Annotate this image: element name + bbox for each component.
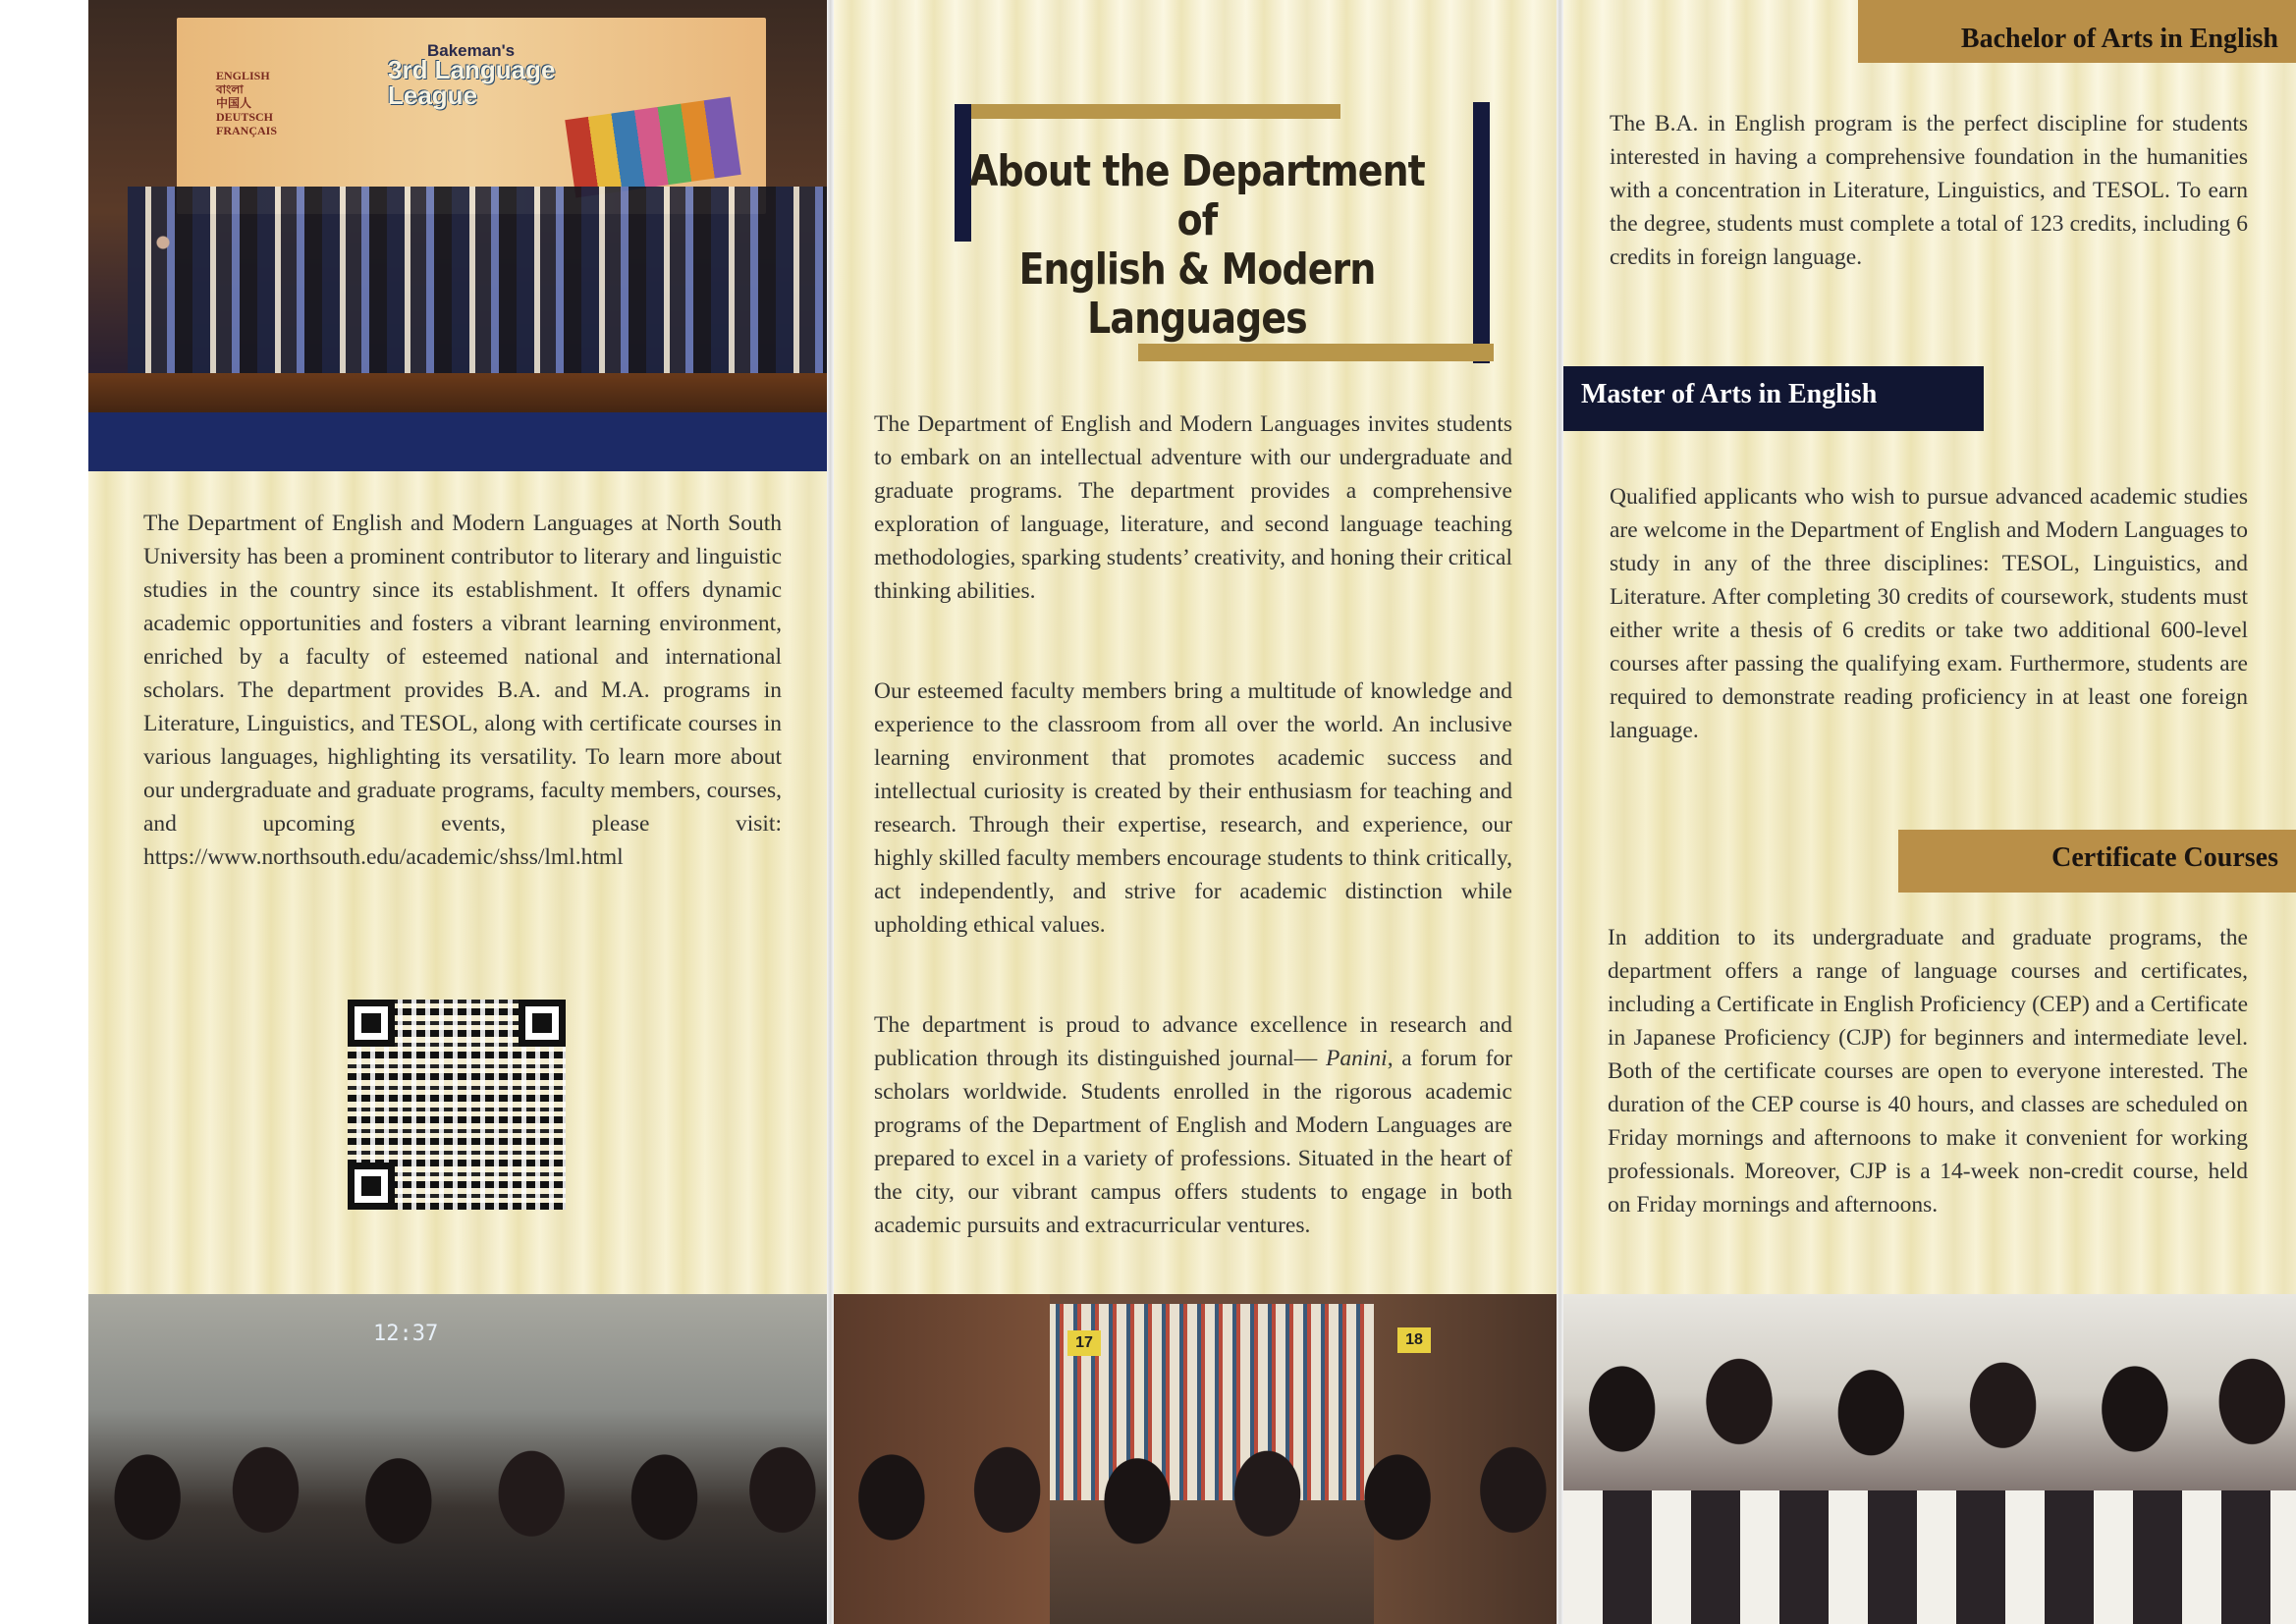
students-silhouettes: [1563, 1353, 2296, 1540]
about-paragraph-3: [874, 1008, 1512, 1242]
ma-paragraph: Qualified applicants who wish to pursue advanced academic studies are welcome in the Department of English and Modern Languages to study in any of the three disciplines: TESOL, Linguistics, and Literature. After completing 30 credits of coursework, students must either write a thesis of 6 credits or take two additional 600-level courses after passing the qualifying exam. Furthermore, students are required to demonstrate reading proficiency in at least one foreign language.: [1610, 484, 2248, 743]
certificate-paragraph: In addition to its undergraduate and graduate programs, the department offers a range of language courses and certificates, including a Certificate in English Proficiency (CEP) and a Certificate in Japanese Proficiency (CJP) for beginners and intermediate level. Both of the certificate courses are open to everyone interested. The duration of the CEP course is 40 hours, and classes are scheduled on Friday mornings and afternoons to make it convenient for working professionals. Moreover, CJP is a 14-week non-credit course, held on Friday mornings and afternoons.: [1608, 925, 2248, 1218]
classroom-photo: [88, 1294, 827, 1624]
group-of-people: [128, 187, 827, 373]
right-panel: [1563, 0, 2296, 1624]
paragraph-text: The department is proud to advance excellence in research and publication through its distinguished journal—: [874, 1012, 1512, 1071]
students-silhouettes: [834, 1441, 1557, 1624]
qr-finder-icon: [348, 1000, 395, 1047]
title-frame-right: [1473, 102, 1490, 363]
title-frame-top: [955, 104, 1340, 119]
language-item: বাংলা: [216, 82, 244, 96]
ba-paragraph: The B.A. in English program is the perfect discipline for students interested in having a comprehensive foundation in the humanities with a concentration in Literature, Linguistics, and TESOL. To earn the degree, students must complete a total of 123 credits, including 6 credits in foreign language.: [1610, 111, 2248, 270]
about-paragraph-1: The Department of English and Modern Languages invites students to embark on an intellectual adventure with our undergraduate and graduate programs. The department provides a comprehensive exploration of language, literature, and second language teaching methodologies, sparking students’ creativity, and honing their critical thinking abilities.: [874, 411, 1513, 604]
qr-finder-icon: [519, 1000, 566, 1047]
stage-event-photo: [88, 0, 827, 471]
middle-panel: [834, 0, 1557, 1624]
students-silhouettes: [88, 1441, 827, 1624]
language-list-banner: [216, 69, 295, 137]
intro-text: The Department of English and Modern Languages at North South University has been a prominent contributor to literary and linguistic studies in the country since its establishment. It offers dynamic academic opportunities and fosters a vibrant learning environment, enriched by a faculty of esteemed national and international scholars. The department provides B.A. and M.A. programs in Literature, Linguistics, and TESOL, along with certificate courses in various languages, highlighting its versatility. To learn more about our undergraduate and graduate programs, faculty members, courses, and upcoming events, please visit:: [143, 511, 782, 837]
exam-hall-photo: [1563, 1294, 2296, 1624]
qr-code[interactable]: [348, 1000, 566, 1210]
certificate-heading: Certificate Courses: [1898, 830, 2296, 893]
page-title-line: English & Modern Languages: [1018, 244, 1376, 344]
stage-base: [88, 412, 827, 471]
library-photo: [834, 1294, 1557, 1624]
ba-heading: Bachelor of Arts in English: [1858, 0, 2296, 63]
screen-clock: 12:37: [373, 1322, 439, 1346]
intro-paragraph: [143, 507, 782, 874]
ma-heading: Master of Arts in English: [1563, 366, 1984, 431]
journal-name: Panini: [1326, 1046, 1388, 1071]
title-frame-bottom: [1138, 344, 1494, 361]
language-item: DEUTSCH: [216, 110, 274, 124]
event-logo: 3rd Language League: [388, 55, 556, 110]
panel-fold: [827, 0, 834, 1624]
language-item: FRANÇAIS: [216, 124, 278, 137]
page-title: [953, 147, 1443, 344]
sponsor-logo: Bakeman's: [427, 41, 516, 60]
shelf-number-tag: 17: [1067, 1330, 1101, 1356]
left-panel: [88, 0, 827, 1624]
language-item: 中国人: [216, 96, 252, 110]
department-url[interactable]: https://www.northsouth.edu/academic/shss/lml.html: [143, 844, 624, 870]
page-title-line: of: [1176, 195, 1218, 245]
language-item: ENGLISH: [216, 69, 270, 82]
qr-finder-icon: [348, 1163, 395, 1210]
shelf-number-tag: 18: [1397, 1327, 1431, 1353]
page-title-line: About the Department: [969, 146, 1425, 196]
paragraph-text: , a forum for scholars worldwide. Students enrolled in the rigorous academic programs of the Department of English and Modern Languages are prepared to excel in a variety of professions. Situated in the heart of the city, our vibrant campus offers students to engage in both academic pursuits and extracurricular ventures.: [874, 1046, 1512, 1238]
panel-fold: [1557, 0, 1563, 1624]
about-paragraph-2: Our esteemed faculty members bring a multitude of knowledge and experience to the classroom from all over the world. An inclusive learning environment that promotes academic success and intellectual curiosity is created by their enthusiasm for teaching and research. Through their expertise, research, and experience, our highly skilled faculty members encourage students to think critically, act independently, and strive for academic distinction while upholding ethical values.: [874, 678, 1512, 938]
